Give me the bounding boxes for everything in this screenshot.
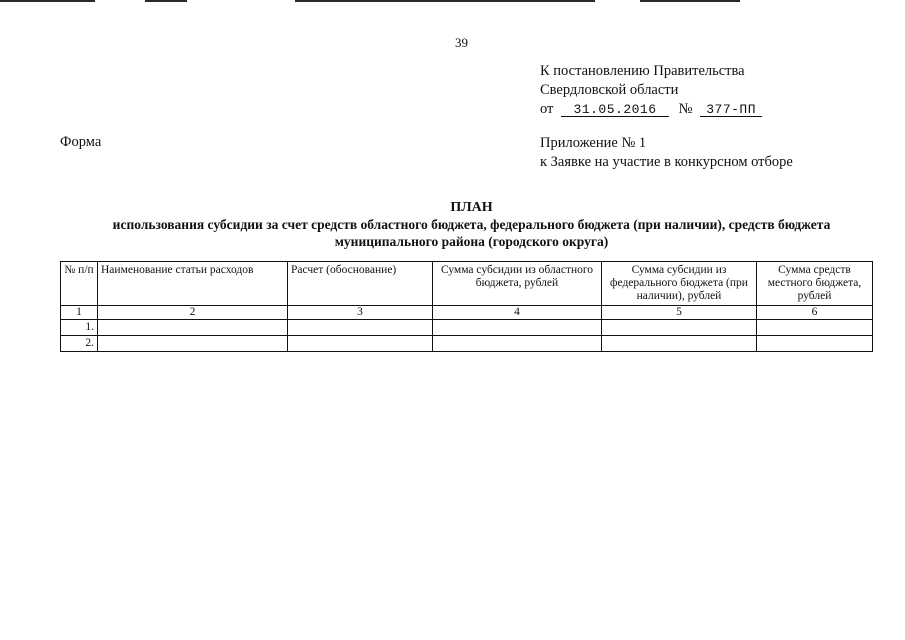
resolution-line-2: Свердловской области <box>540 82 679 98</box>
title-line-3: муниципального района (городского округа) <box>334 234 609 249</box>
expense-item-cell <box>98 336 288 352</box>
federal-subsidy-cell <box>602 320 757 336</box>
header-calculation: Расчет (обоснование) <box>288 262 433 306</box>
scan-border-line <box>640 0 740 2</box>
column-number: 5 <box>602 306 757 320</box>
resolution-date-number-line <box>540 100 762 119</box>
scan-border-line <box>0 0 95 2</box>
resolution-number: 377-ПП <box>700 103 762 117</box>
document-title <box>60 199 883 250</box>
title-main: ПЛАН <box>450 200 493 215</box>
header-regional-subsidy: Сумма субсидии из областного бюджета, рублей <box>433 262 602 306</box>
calculation-cell <box>288 336 433 352</box>
local-budget-cell <box>757 336 873 352</box>
column-number: 6 <box>757 306 873 320</box>
appendix-line-1: Приложение № 1 <box>540 135 647 151</box>
column-number: 4 <box>433 306 602 320</box>
column-number: 1 <box>61 306 98 320</box>
federal-subsidy-cell <box>602 336 757 352</box>
header-expense-item: Наименование статьи расходов <box>98 262 288 306</box>
regional-subsidy-cell <box>433 336 602 352</box>
resolution-date: 31.05.2016 <box>561 103 669 117</box>
row-number-cell: 2. <box>61 336 98 352</box>
calculation-cell <box>288 320 433 336</box>
number-sign: № <box>678 101 693 117</box>
form-label: Форма <box>60 134 102 150</box>
regional-subsidy-cell <box>433 320 602 336</box>
local-budget-cell <box>757 320 873 336</box>
table-header-row <box>61 262 873 306</box>
column-number: 2 <box>98 306 288 320</box>
column-number-row <box>61 306 873 320</box>
appendix-line-2: к Заявке на участие в конкурсном отборе <box>540 154 793 170</box>
header-federal-subsidy: Сумма субсидии из федерального бюджета (при наличии), рублей <box>602 262 757 306</box>
table-row <box>61 320 873 336</box>
appendix-reference <box>540 134 793 172</box>
date-prefix: от <box>540 101 554 117</box>
header-row-number: № п/п <box>61 262 98 306</box>
scan-border-line <box>295 0 595 2</box>
page-number: 39 <box>455 35 468 50</box>
resolution-line-1: К постановлению Правительства <box>540 63 745 79</box>
row-number-cell: 1. <box>61 320 98 336</box>
header-local-budget: Сумма средств местного бюджета, рублей <box>757 262 873 306</box>
scan-border-line <box>145 0 187 2</box>
table-row <box>61 336 873 352</box>
column-number: 3 <box>288 306 433 320</box>
plan-table <box>60 261 873 352</box>
resolution-reference <box>540 62 762 119</box>
expense-item-cell <box>98 320 288 336</box>
title-line-2: использования субсидии за счет средств областного бюджета, федерального бюджета (при наличии), средств бюджета <box>112 217 831 232</box>
